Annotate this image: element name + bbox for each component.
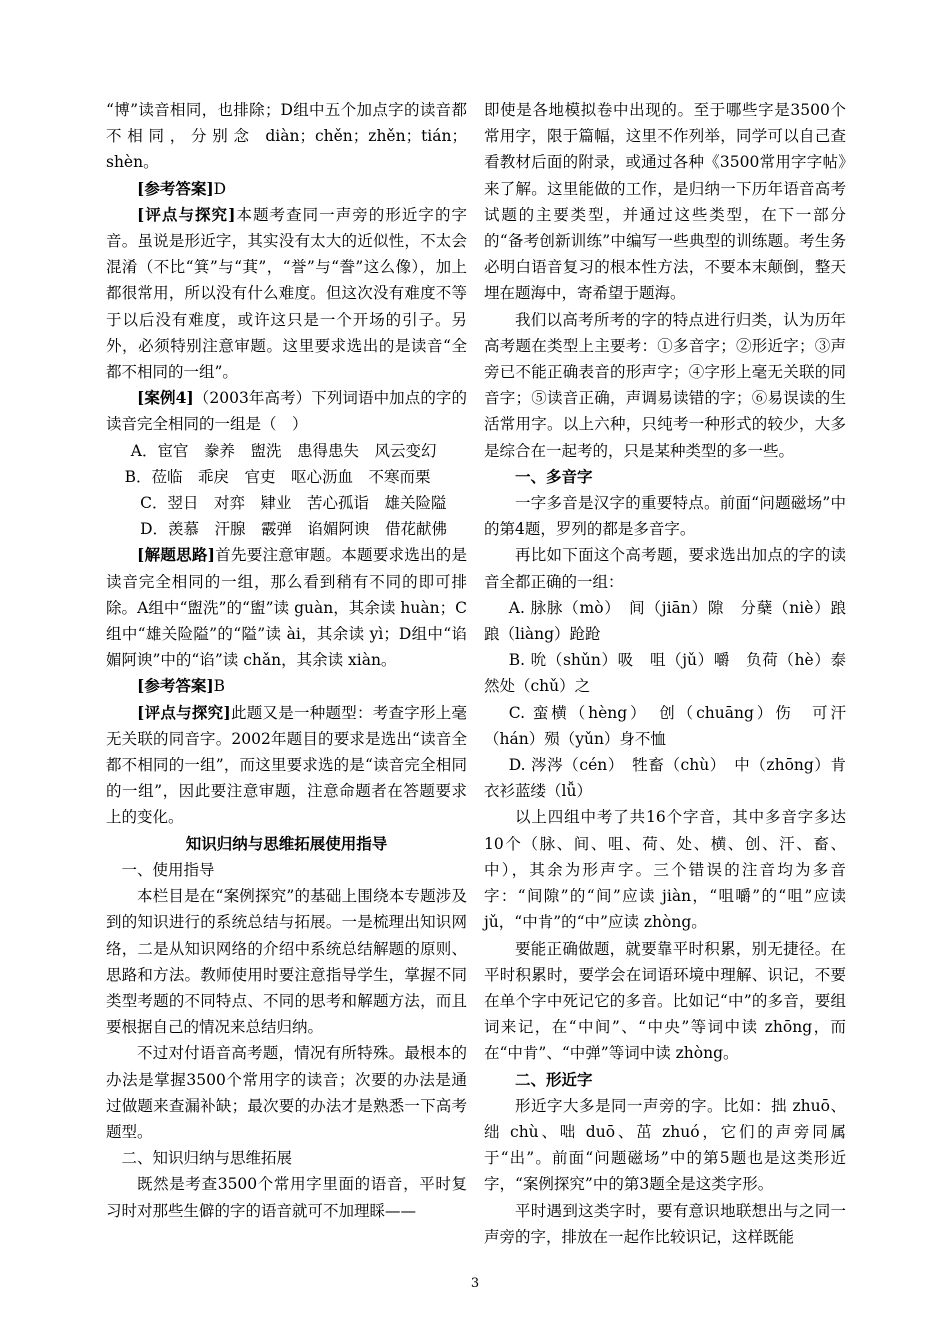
paragraph-text: D — [213, 179, 227, 198]
labeled-paragraph — [106, 176, 467, 202]
option-line: B．莅临 乖戾 官吏 呕心沥血 不寒而栗 — [124, 467, 431, 486]
option-line: C．翌日 对弈 肄业 苦心孤诣 雄关险隘 — [140, 494, 447, 513]
paragraph: 形近字大多是同一声旁的字。比如：拙 zhuō、绌 chù、咄 duō、茁 zhuó，它们的声旁同属于“出”。前面“问题磁场”中的第5题也是这类形近字，“案例探究”中的第3题全是这类字形。 — [484, 1096, 846, 1194]
option-line: C. 蛮横（hèng） 创（chuāng）伤 可汗（hán）殒（yǔn）身不恤 — [484, 703, 846, 748]
paragraph-text: 首先要注意审题。本题要求选出的是读音完全相同的一组，那么看到稍有不同的即可排除。A组中“盥洗”的“盥”读 guàn，其余读 huàn；C组中“雄关险隘”的“隘”读 ài，其余读 yì；D组中“谄媚阿谀”中的“谄”读 chǎn，其余读 xiàn。 — [106, 546, 467, 670]
paragraph-text: 此题又是一种题型：考查字形上毫无关联的同音字。2002年题目的要求是选出“读音全都不相同的一组”，而这里要求选的是“读音完全相同的一组”，因此要注意审题，注意命题者在答题要求上的变化。 — [106, 703, 467, 827]
left-column — [106, 97, 467, 1224]
option-line: A. 脉脉（mò） 间（jiān）隙 分蘖（niè）踉踉（liàng）跄跄 — [484, 598, 846, 644]
labeled-paragraph — [106, 385, 467, 437]
paragraph-text: （2003年高考）下列词语中加点的字的读音完全相同的一组是（ ） — [106, 389, 468, 434]
paragraph: 不过对付语音高考题，情况有所特殊。最根本的办法是掌握3500个常用字的读音；次要的办法是通过做题来查漏补缺；最次要的办法才是熟悉一下高考题型。 — [106, 1044, 467, 1141]
paragraph: 以上四组中考了共16个字音，其中多音字多达10个（脉、间、咀、荷、处、横、创、汗、畜、中），其余为形声字。三个错误的注音均为多音字：“间隙”的“间”应读 jiàn，“咀嚼”的“咀”应读 jǔ，“中肯”的“中”应读 zhòng。 — [484, 808, 846, 932]
heading-text: 一、多音字 — [515, 466, 593, 486]
paragraph: 平时遇到这类字时，要有意识地联想出与之同一声旁的字，排放在一起作比较识记，这样既能 — [484, 1201, 846, 1246]
labeled-paragraph — [106, 202, 467, 385]
section-title: 知识归纳与思维拓展使用指导 — [185, 833, 388, 853]
paragraph: 我们以高考所考的字的特点进行归类，认为历年高考题在类型上主要考：①多音字；②形近字；③声旁已不能正确表音的形声字；④字形上毫无关联的同音字；⑤读音正确，声调易读错的字；⑥易误读的生活常用字。以上六种，只纯考一种形式的较少，大多是综合在一起考的，只是某种类型的多一些。 — [484, 310, 846, 460]
paragraph-label: [解题思路] — [137, 545, 215, 565]
labeled-paragraph — [106, 673, 467, 699]
labeled-paragraph — [106, 542, 467, 673]
page-number: 3 — [470, 1276, 480, 1291]
paragraph: “博”读音相同，也排除；D组中五个加点字的读音都不相同，分别念 diàn；chěn；zhěn；tián；shèn。 — [106, 101, 467, 172]
section-heading — [484, 1067, 846, 1093]
section-heading — [484, 464, 846, 490]
right-column — [484, 97, 862, 1250]
paragraph-label: [案例4] — [137, 388, 194, 408]
paragraph: 本栏目是在“案例探究”的基础上围绕本专题涉及到的知识进行的系统总结与拓展。一是梳理出知识网络，二是从知识网络的介绍中系统总结解题的原则、思路和方法。教师使用时要注意指导学生，掌握不同类型考题的不同特点、不同的思考和解题方法，而且要根据自己的情况来总结归纳。 — [106, 887, 467, 1037]
paragraph-label: [参考答案] — [137, 178, 214, 198]
subsection-title: 一、使用指导 — [121, 860, 215, 879]
subsection-title: 二、知识归纳与思维拓展 — [121, 1149, 293, 1168]
paragraph-label: [评点与探究] — [137, 702, 231, 722]
paragraph: 再比如下面这个高考题，要求选出加点的字的读音全都正确的一组： — [484, 546, 846, 591]
option-line: D．羡慕 汗腺 霰弹 谄媚阿谀 借花献佛 — [140, 520, 448, 539]
paragraph-text: B — [213, 677, 226, 696]
paragraph-label: [评点与探究] — [137, 204, 236, 224]
option-line: A．宦官 豢养 盥洗 患得患失 风云变幻 — [130, 441, 437, 460]
paragraph-label: [参考答案] — [137, 676, 214, 696]
paragraph: 要能正确做题，就要靠平时积累，别无捷径。在平时积累时，要学会在词语环境中理解、识记，不要在单个字中死记它的多音。比如记“中”的多音，要组词来记，在“中间”、“中央”等词中读 zhōng，而在“中肯”、“中弹”等词中读 zhòng。 — [484, 939, 846, 1063]
paragraph: 既然是考查3500个常用字里面的语音，平时复习时对那些生僻的字的语音就可不加理睬—— — [106, 1175, 467, 1220]
paragraph: 一字多音是汉字的重要特点。前面“问题磁场”中的第4题，罗列的都是多音字。 — [484, 494, 846, 539]
heading-text: 二、形近字 — [515, 1069, 593, 1089]
labeled-paragraph — [106, 700, 467, 831]
option-line: D. 涔涔（cén） 牲畜（chù） 中（zhōng）肯 衣衫蓝缕（lǚ） — [484, 756, 862, 801]
paragraph: 即使是各地模拟卷中出现的。至于哪些字是3500个常用字，限于篇幅，这里不作列举，同学可以自己查看教材后面的附录，或通过各种《3500常用字字帖》来了解。这里能做的工作，是归纳一下历年语音高考试题的主要类型，并通过这些类型，在下一部分的“备考创新训练”中编写一些典型的训练题。考生务必明白语音复习的根本性方法，不要本末颠倒，整天埋在题海中，寄希望于题海。 — [484, 101, 846, 303]
paragraph-text: 本题考查同一声旁的形近字的字音。虽说是形近字，其实没有太大的近似性，不太会混淆（不比“箕”与“萁”，“誉”与“誊”这么像），加上都很常用，所以没有什么难度。但这次没有难度不等于以后没有难度，或许这只是一个开场的引子。另外，必须特别注意审题。这里要求选出的是读音“全都不相同的一组”。 — [106, 205, 467, 382]
option-line: B. 吮（shǔn）吸 咀（jǔ）嚼 负荷（hè）泰然处（chǔ）之 — [484, 651, 846, 696]
